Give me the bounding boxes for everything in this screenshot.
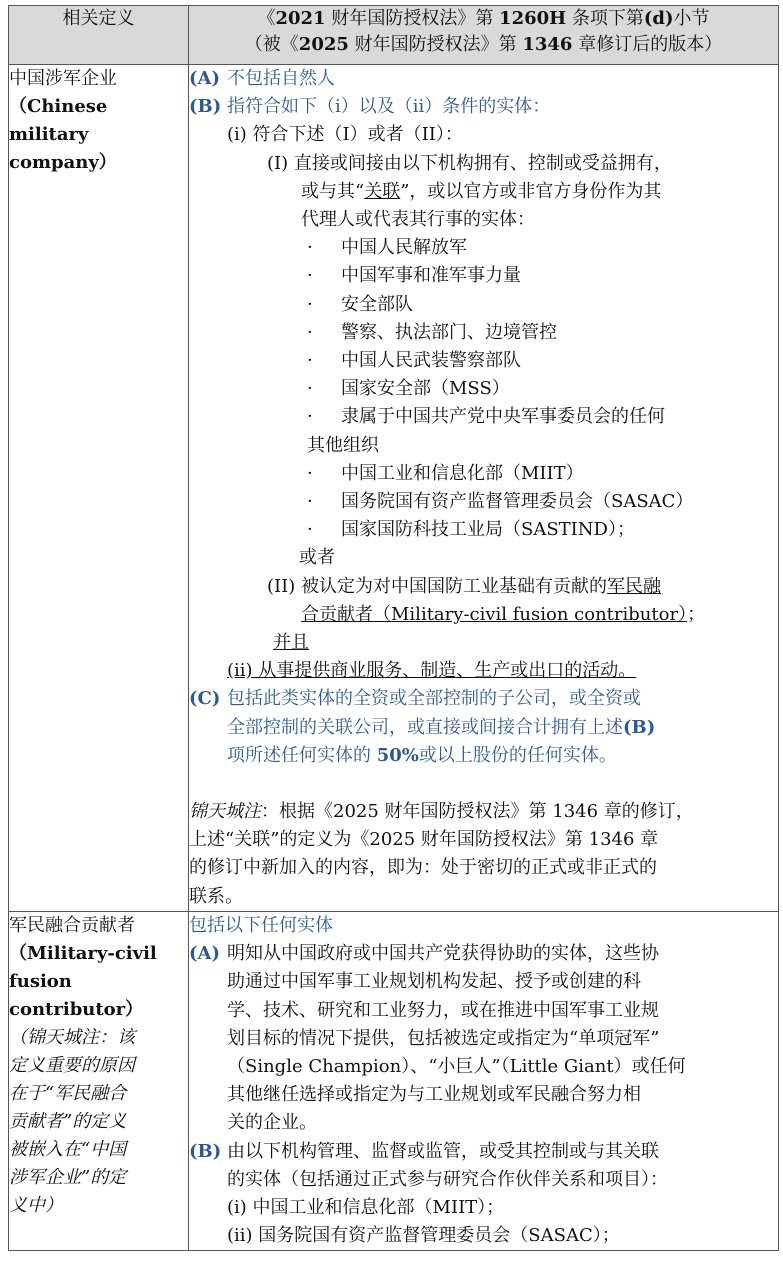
bullet-dot: ·	[307, 378, 313, 400]
header-text: （被《	[244, 34, 299, 55]
clause-text: 包括此类实体的全资或全部控制的子公司，或全资或	[227, 688, 641, 710]
term-note-line: 贡献者”的定义	[9, 1110, 127, 1132]
clause-text: 指符合如下（i）以及（ii）条件的实体：	[227, 96, 551, 118]
sub-II-line	[189, 601, 778, 629]
bullet-text: 中国人民武装警察部队	[341, 350, 521, 372]
clause-text: 全部控制的关联公司，或直接或间接合计拥有上述	[227, 716, 623, 738]
header-source-line1	[189, 6, 778, 32]
header-text: 《	[257, 8, 276, 29]
bullet-dot: ·	[307, 321, 313, 343]
term-cell	[9, 65, 189, 912]
and-connector	[189, 629, 778, 657]
header-source-line2	[189, 32, 778, 58]
clause-label: (B)	[189, 96, 222, 118]
clause-a-line: 划目标的情况下提供，包括被选定或指定为“单项冠军”	[227, 1027, 660, 1049]
spacer	[189, 770, 778, 798]
bullet-text: 警察、执法部门、边境管控	[341, 321, 557, 343]
bullet-dot: ·	[307, 406, 313, 428]
bullet-text: 隶属于中国共产党中央军事委员会的任何	[341, 406, 665, 428]
term-line: 军民融合贡献者	[9, 914, 135, 936]
header-term-label: 相关定义	[62, 8, 135, 29]
sub-I-line	[189, 178, 778, 206]
definitions-table	[8, 5, 779, 1251]
clause-c-line	[189, 714, 778, 742]
bullet-text: 中国军事和准军事力量	[341, 265, 521, 287]
percentage: 50%	[376, 744, 419, 766]
definition-cell	[189, 911, 779, 1250]
term-line: fusion	[9, 970, 72, 992]
bullet-item	[189, 347, 778, 375]
clause-label: (A)	[189, 68, 220, 89]
text: 或与其“	[301, 180, 365, 202]
header-number: 2021	[275, 8, 326, 29]
term-note-line: 在于“军民融合	[9, 1082, 127, 1104]
header-text: 小节	[673, 8, 710, 29]
term-line: （Military-civil	[9, 942, 157, 964]
bullet-dot: ·	[307, 265, 313, 287]
term-note-line: 被嵌入在“中国	[9, 1138, 127, 1160]
note-text: ：根据《2025 财年国防授权法》第 1346 章的修订，	[261, 801, 694, 823]
bullet-dot: ·	[307, 293, 313, 315]
bullet-item	[189, 460, 778, 488]
clause-b	[189, 93, 778, 121]
note-label: 锦天城注	[189, 801, 261, 823]
bullet-text: 国务院国有资产监督管理委员会（SASAC）	[341, 491, 694, 513]
clause-b-item: (i) 中国工业和信息化部（MIIT）；	[227, 1196, 505, 1218]
header-number: 1260H	[499, 8, 567, 29]
bullet-dot: ·	[307, 350, 313, 372]
header-number: (d)	[643, 8, 674, 29]
bullet-text: 中国工业和信息化部（MIIT）	[341, 462, 584, 484]
bullet-dot: ·	[307, 462, 313, 484]
text: ；	[687, 603, 706, 625]
bullet-item	[189, 375, 778, 403]
bullet-item	[189, 319, 778, 347]
clause-label: (B)	[189, 1140, 222, 1162]
bullet-item	[189, 488, 778, 516]
header-term-cell	[9, 6, 189, 65]
underlined-text: (ii) 从事提供商业服务、制造、生产或出口的活动。	[227, 660, 637, 682]
term-line: （Chinese	[9, 96, 108, 117]
term-note-line: （锦天城注：该	[9, 1026, 135, 1048]
definition-cell	[189, 65, 779, 912]
term-line: contributor）	[9, 998, 144, 1020]
note-line	[189, 798, 778, 826]
sub-II-line	[189, 573, 778, 601]
header-text: 财年国防授权法》第	[348, 34, 523, 55]
clause-a	[189, 65, 778, 93]
or-connector: 或者	[299, 547, 335, 569]
term-line: company）	[9, 152, 117, 173]
clause-text: 或以上股份的任何实体。	[418, 744, 617, 766]
header-source-cell	[189, 6, 779, 65]
term-note-line: 涉军企业”的定	[9, 1166, 127, 1188]
term-line: 中国涉军企业	[9, 68, 117, 89]
bullet-text: 国家国防科技工业局（SASTIND）；	[341, 519, 635, 541]
bullet-item	[189, 516, 778, 544]
clause-label: (C)	[189, 688, 221, 710]
text: ”，或以官方或非官方身份作为其	[400, 180, 662, 202]
term-note-line: 定义重要的原因	[9, 1054, 135, 1076]
header-text: 财年国防授权法》第	[325, 8, 500, 29]
bullet-continuation: 其他组织	[307, 434, 379, 456]
bullet-text: 国家安全部（MSS）	[341, 378, 510, 400]
row-military-civil-fusion-contributor	[9, 911, 779, 1250]
term-note-line: 义中）	[9, 1194, 63, 1216]
header-number: 2025	[298, 34, 349, 55]
bullet-dot: ·	[307, 491, 313, 513]
bullet-item	[189, 403, 778, 431]
intro-line: 包括以下任何实体	[189, 914, 333, 936]
clause-text: 不包括自然人	[227, 68, 335, 89]
bullet-dot: ·	[307, 237, 313, 259]
sub-I-line: 代理人或代表其行事的实体：	[301, 209, 535, 231]
header-row	[9, 6, 779, 65]
clause-label: (A)	[189, 943, 220, 965]
clause-b	[189, 1138, 778, 1166]
bullet-text: 安全部队	[341, 293, 413, 315]
clause-b-item: (ii) 国务院国有资产监督管理委员会（SASAC）；	[227, 1225, 620, 1247]
term-line: military	[9, 124, 89, 145]
clause-text: 明知从中国政府或中国共产党获得协助的实体，这些协	[227, 943, 659, 965]
bullet-dot: ·	[307, 519, 313, 541]
header-text: 条项下第	[566, 8, 644, 29]
clause-ref: (B)	[623, 716, 656, 738]
clause-a-line: 关的企业。	[227, 1112, 317, 1134]
underlined-term: 合贡献者（Military-civil fusion contributor）	[301, 603, 688, 625]
row-chinese-military-company	[9, 65, 779, 912]
note-line: 上述“关联”的定义为《2025 财年国防授权法》第 1346 章	[189, 829, 659, 851]
clause-text: 项所述任何实体的	[227, 744, 377, 766]
term-cell	[9, 911, 189, 1250]
clause-a	[189, 940, 778, 968]
clause-a-line: （Single Champion）、“小巨人”（Little Giant）或任何	[227, 1055, 686, 1077]
clause-a-line: 其他继任选择或指定为与工业规划或军民融合努力相	[227, 1084, 641, 1106]
bullet-item	[189, 234, 778, 262]
sub-ii	[189, 657, 778, 685]
clause-c-line	[189, 742, 778, 770]
clause-a-line: 学、技术、研究和工业努力，或在推进中国军事工业规	[227, 999, 659, 1021]
bullet-text: 中国人民解放军	[341, 237, 467, 259]
underlined-term: 关联	[364, 180, 401, 202]
sub-i: (i) 符合下述（I）或者（II）：	[227, 124, 463, 146]
note-line: 的修订中新加入的内容，即为：处于密切的正式或非正式的	[189, 857, 657, 879]
header-number: 1346	[522, 34, 573, 55]
underlined-term: 军民融	[607, 575, 661, 597]
clause-a-line: 助通过中国军事工业规划机构发起、授予或创建的科	[227, 971, 641, 993]
clause-c	[189, 685, 778, 713]
bullet-item	[189, 291, 778, 319]
sub-I-line: (I) 直接或间接由以下机构拥有、控制或受益拥有，	[267, 152, 672, 174]
clause-text: 由以下机构管理、监督或监管，或受其控制或与其关联	[227, 1140, 659, 1162]
note-line: 联系。	[189, 885, 243, 907]
text: (II) 被认定为对中国国防工业基础有贡献的	[267, 575, 607, 597]
clause-b-line: 的实体（包括通过正式参与研究合作伙伴关系和项目）：	[227, 1168, 668, 1190]
bullet-item	[189, 262, 778, 290]
underlined-term: 并且	[273, 632, 309, 654]
header-text: 章修订后的版本）	[572, 34, 723, 55]
